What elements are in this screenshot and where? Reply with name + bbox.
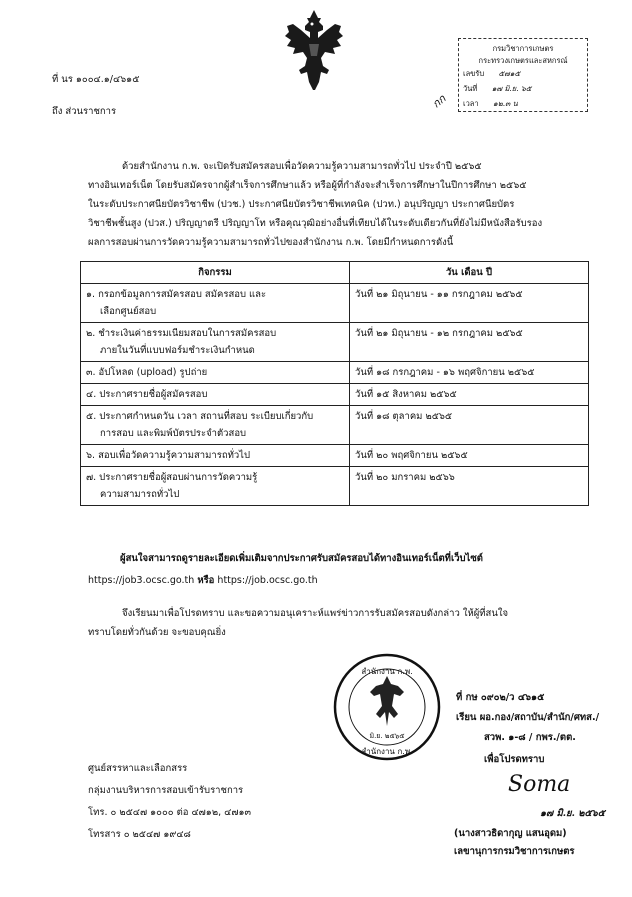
table-row <box>81 467 589 506</box>
date-cell: วันที่ ๑๘ ตุลาคม ๒๕๖๕ <box>350 406 589 445</box>
activity-cell <box>81 445 350 467</box>
activity-line: ภายในวันที่แบบฟอร์มชำระเงินกำหนด <box>100 345 255 356</box>
memo-recipient: ถึง ส่วนราชการ <box>52 106 117 117</box>
seal-bottom-text: สำนักงาน ก.พ. <box>361 747 413 756</box>
activity-line: ๗. ประกาศรายชื่อผู้สอบผ่านการวัดความรู้ <box>86 472 258 483</box>
paragraph-2-line: จึงเรียนมาเพื่อโปรดทราบ และขอความอนุเคราะห์แพร่ข่าวการรับสมัครสอบดังกล่าว ให้ผู้ที่สนใจ <box>122 608 509 619</box>
schedule-table <box>80 261 589 506</box>
date-cell: วันที่ ๒๐ มกราคม ๒๕๖๖ <box>350 467 589 506</box>
paragraph-1-line: ทางอินเทอร์เน็ต โดยรับสมัครจากผู้สำเร็จการศึกษาแล้ว หรือผู้ที่กำลังจะสำเร็จการศึกษาในปีการศึกษา ๒๕๖๕ <box>88 180 527 191</box>
date-cell: วันที่ ๒๑ มิถุนายน - ๑๑ กรกฎาคม ๒๕๖๕ <box>350 284 589 323</box>
table-row <box>81 323 589 362</box>
activity-line: ความสามารถทั่วไป <box>100 489 180 500</box>
seal-top-text: สำนักงาน ก.พ. <box>361 667 413 676</box>
receipt-stamp <box>458 38 588 112</box>
endorsement-signature: Soma <box>508 772 571 797</box>
endorsement-name: (นางสาวธิดากุญ แสนอุดม) <box>454 828 567 839</box>
endorsement-purpose: เพื่อโปรดทราบ <box>484 754 545 765</box>
body-paragraph-1 <box>88 157 600 252</box>
activity-cell <box>81 323 350 362</box>
stamp-time-row <box>463 96 583 111</box>
stamp-date: ๑๗ มิ.ย. ๖๕ <box>491 84 532 93</box>
date-cell: วันที่ ๑๕ สิงหาคม ๒๕๖๕ <box>350 384 589 406</box>
activity-line: ๑. กรอกข้อมูลการสมัครสอบ สมัครสอบ และ <box>86 289 267 300</box>
endorsement-to: เรียน ผอ.กอง/สถาบัน/สำนัก/ศทส./ <box>456 712 600 723</box>
activity-cell <box>81 284 350 323</box>
sender-block <box>88 758 251 846</box>
sender-line: โทรสาร ๐ ๒๕๔๗ ๑๙๔๘ <box>88 829 191 840</box>
header-activity: กิจกรรม <box>81 262 350 284</box>
table-row <box>81 362 589 384</box>
memo-ref-number: ที่ นร ๑๐๐๔.๑/๔๖๑๕ <box>52 74 140 85</box>
activity-line: ๔. ประกาศรายชื่อผู้สมัครสอบ <box>86 389 208 400</box>
date-cell: วันที่ ๒๑ มิถุนายน - ๑๒ กรกฎาคม ๒๕๖๕ <box>350 323 589 362</box>
stamp-time-label: เวลา <box>463 99 479 108</box>
paragraph-1-line: ด้วยสำนักงาน ก.พ. จะเปิดรับสมัครสอบเพื่อวัดความรู้ความสามารถทั่วไป ประจำปี ๒๕๖๕ <box>122 161 482 172</box>
stamp-time: ๑๒.๓ น <box>492 99 518 108</box>
handwritten-side-note: กก <box>429 92 449 111</box>
paragraph-2-line: ทราบโดยทั่วกันด้วย จะขอบคุณยิ่ง <box>88 627 226 638</box>
table-row <box>81 284 589 323</box>
body-paragraph-2 <box>88 604 600 642</box>
activity-line: ๒. ชำระเงินค่าธรรมเนียมสอบในการสมัครสอบ <box>86 328 277 339</box>
header-date: วัน เดือน ปี <box>350 262 589 284</box>
paragraph-1-line: วิชาชีพชั้นสูง (ปวส.) ปริญญาตรี ปริญญาโท หรือคุณวุฒิอย่างอื่นที่เทียบได้ในระดับเดียวกันที่ยังไม่มีหนังสือรับรอง <box>88 218 543 229</box>
stamp-date-label: วันที่ <box>463 84 478 93</box>
endorsement-to-2: สวพ. ๑-๘ / กพร./ตต. <box>484 732 576 743</box>
stamp-date-row <box>463 81 583 96</box>
date-cell: วันที่ ๒๐ พฤศจิกายน ๒๕๖๕ <box>350 445 589 467</box>
website-urls <box>88 573 318 588</box>
ocsc-seal <box>330 650 445 765</box>
table-row <box>81 445 589 467</box>
activity-line: ๕. ประกาศกำหนดวัน เวลา สถานที่สอบ ระเบียบเกี่ยวกับ <box>86 411 314 422</box>
sender-line: กลุ่มงานบริหารการสอบเข้ารับราชการ <box>88 785 244 796</box>
activity-cell <box>81 362 350 384</box>
endorsement-position: เลขานุการกรมวิชาการเกษตร <box>454 846 575 857</box>
seal-date-text: มิ.ย. ๒๕๖๕ <box>369 732 405 740</box>
table-row <box>81 406 589 445</box>
activity-line: เลือกศูนย์สอบ <box>100 306 157 317</box>
url-job3[interactable]: https://job3.ocsc.go.th <box>88 575 195 586</box>
or-word: หรือ <box>197 575 215 586</box>
sender-line: โทร. ๐ ๒๕๔๗ ๑๐๐๐ ต่อ ๔๗๑๒, ๔๗๑๓ <box>88 807 251 818</box>
paragraph-1-line: ผลการสอบผ่านการวัดความรู้ความสามารถทั่วไปของสำนักงาน ก.พ. โดยมีกำหนดการดังนี้ <box>88 237 454 248</box>
url-job[interactable]: https://job.ocsc.go.th <box>217 575 318 586</box>
endorsement-sign-date: ๑๗ มิ.ย. ๒๕๖๕ <box>540 808 605 819</box>
sender-line: ศูนย์สรรหาและเลือกสรร <box>88 763 188 774</box>
stamp-receive-number: ๕๗๑๕ <box>498 69 521 78</box>
endorsement-ref: ที่ กษ ๐๙๐๒/ว ๔๖๑๕ <box>456 692 545 703</box>
table-row <box>81 384 589 406</box>
stamp-receive-label: เลขรับ <box>463 69 485 78</box>
stamp-ministry: กระทรวงเกษตรและสหกรณ์ <box>478 56 568 65</box>
stamp-office: กรมวิชาการเกษตร <box>492 44 554 53</box>
activity-line: การสอบ และพิมพ์บัตรประจำตัวสอบ <box>100 428 247 439</box>
activity-line: ๖. สอบเพื่อวัดความรู้ความสามารถทั่วไป <box>86 450 250 461</box>
stamp-receive-row <box>463 66 583 81</box>
website-notice: ผู้สนใจสามารถดูรายละเอียดเพิ่มเติมจากประกาศรับสมัครสอบได้ทางอินเทอร์เน็ตที่เว็บไซต์ <box>120 553 483 564</box>
garuda-emblem <box>283 8 345 92</box>
activity-cell <box>81 467 350 506</box>
activity-cell <box>81 406 350 445</box>
activity-line: ๓. อัปโหลด (upload) รูปถ่าย <box>86 367 208 378</box>
paragraph-1-line: ในระดับประกาศนียบัตรวิชาชีพ (ปวช.) ประกาศนียบัตรวิชาชีพเทคนิค (ปวท.) อนุปริญญา ประกาศนียบัตร <box>88 199 515 210</box>
date-cell: วันที่ ๑๘ กรกฎาคม - ๑๖ พฤศจิกายน ๒๕๖๕ <box>350 362 589 384</box>
activity-cell <box>81 384 350 406</box>
table-header-row <box>81 262 589 284</box>
